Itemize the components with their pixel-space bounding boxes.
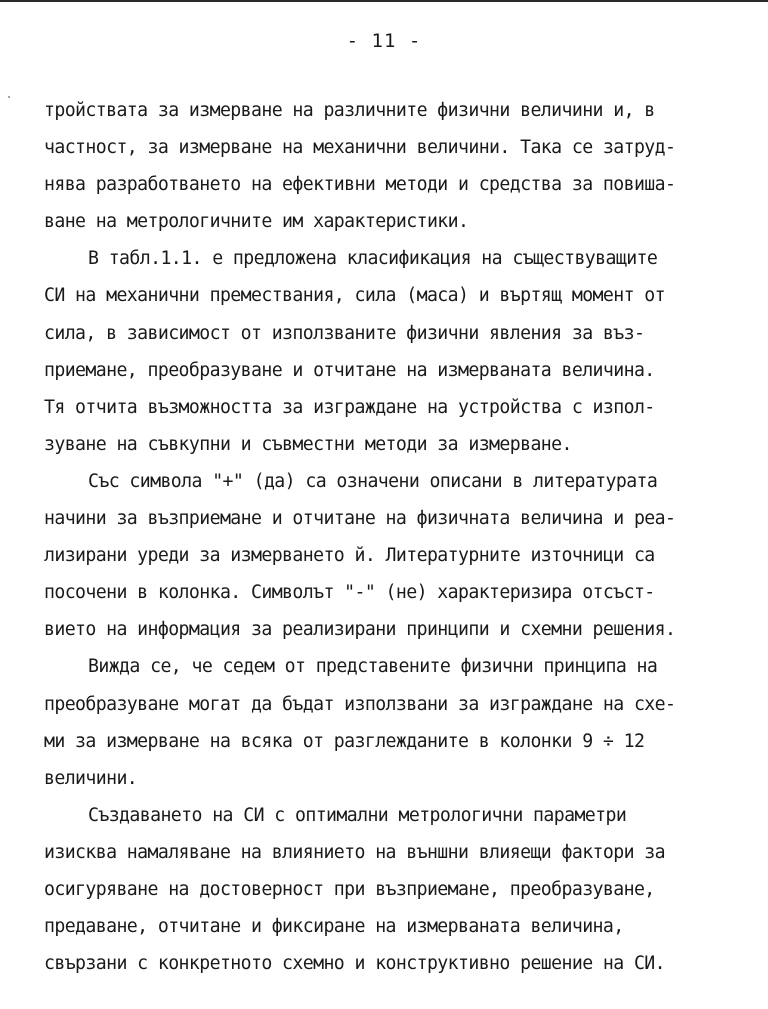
paragraph-start-line: Вижда се, че седем от представените физични принципа на (88, 656, 658, 678)
text-line: тройствата за измерване на различните физични величини и, в (44, 100, 655, 121)
paragraph-start-line: Със символа "+" (да) са означени описани в литературата (88, 470, 658, 492)
text-line: Тя отчита възможността за изграждане на устройства с изпол- (44, 396, 655, 418)
text-line: вието на информация за реализирани принципи и схемни решения. (44, 619, 676, 641)
text-line: предаване, отчитане и фиксиране на измерваната величина, (44, 916, 624, 938)
paragraph-start-line: Създаването на СИ с оптимални метрологични параметри (88, 804, 627, 826)
text-line: преобразуване могат да бъдат използвани за изграждане на схе- (44, 693, 676, 715)
text-line: СИ на механични премествания, сила (маса) и въртящ момент от (44, 285, 665, 307)
text-line: сила, в зависимост от използваните физични явления за въз- (44, 322, 645, 344)
text-line: ване на метрологичните им характеристики. (44, 211, 469, 233)
text-line: лизирани уреди за измерването й. Литературните източници са (44, 545, 655, 567)
text-line: приемане, преобразуване и отчитане на измерваната величина. (44, 359, 655, 381)
text-line: начини за възприемане и отчитане на физичната величина и реа- (44, 508, 676, 530)
text-line: посочени в колонка. Символът "-" (не) характеризира отсъст- (44, 582, 655, 604)
text-line: частност, за измерване на механични величини. Така се затруд- (44, 137, 676, 159)
scan-speck (8, 96, 10, 98)
text-line: свързани с конкретното схемно и конструктивно решение на СИ. (44, 953, 665, 975)
page-number: - 11 - (346, 30, 422, 52)
text-line: осигуряване на достоверност при възприемане, преобразуване, (44, 878, 655, 900)
text-line: величини. (44, 767, 138, 789)
top-border-line (0, 0, 768, 2)
text-line: зуване на съвкупни и съвместни методи за измерване. (44, 433, 572, 455)
text-line: нява разработването на ефективни методи и средства за повиша- (44, 174, 676, 196)
text-line: изисква намаляване на влиянието на външни влияещи фактори за (44, 841, 665, 863)
paragraph-start-line: В табл.1.1. е предложена класификация на съществуващите (88, 248, 658, 270)
text-line: ми за измерване на всяка от разглежданите в колонки 9 ÷ 12 (44, 730, 645, 752)
document-body (44, 92, 744, 982)
